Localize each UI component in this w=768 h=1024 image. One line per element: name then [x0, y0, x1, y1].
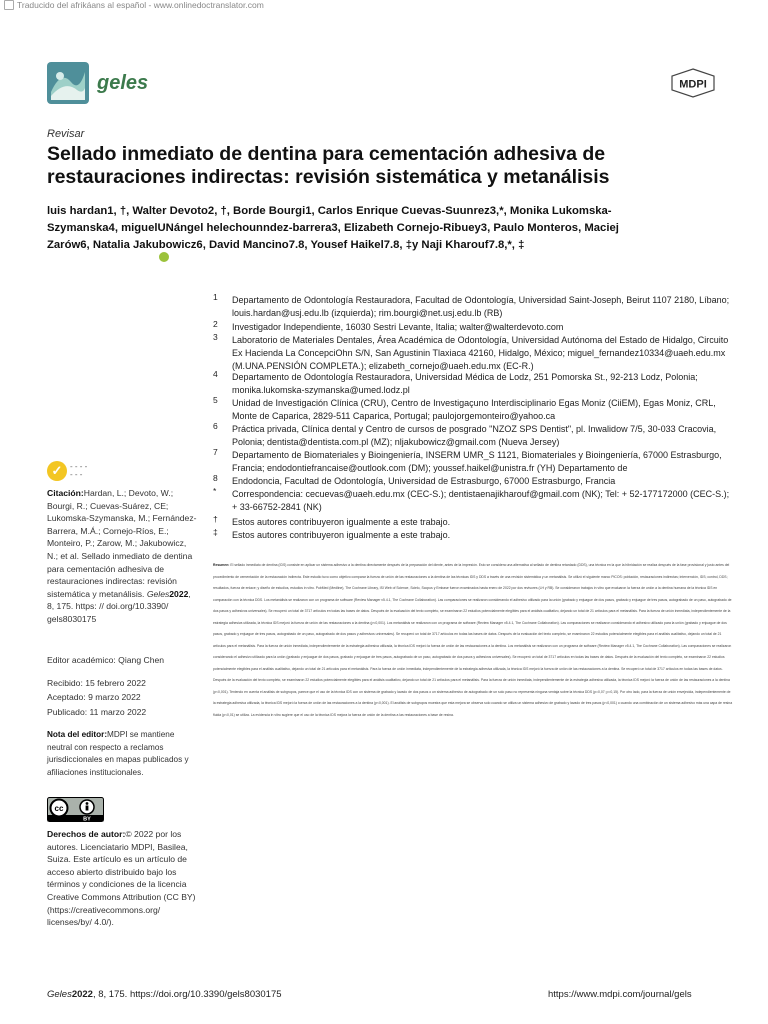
- journal-logo: [47, 62, 148, 104]
- check-updates-badge[interactable]: ✓ - - - - - - -: [47, 461, 87, 481]
- affiliation-3: 3 Laboratorio de Materiales Dentales, Área Académica de Odontología, Universidad Autónoma del Estado de Hidalgo, Circuito Ex Hacienda La ConcepciOhn S/N, San Agustinin Tlaxiaca 42160, Hidalgo, México; miguel_fernandez10334@uaeh.edu.mx (M.UNA.PENSIÓN COMPLETA.); elizabeth_cornejo@uaeh.edu.mx (EC-R.): [213, 332, 729, 371]
- affiliation-4: 4 Departamento de Odontología Restauradora, Universidad Médica de Lodz, 251 Pomorska St., 92-213 Lodz, Polonia; monika.lukomska-szymanska@umed.lodz.pl: [213, 369, 698, 395]
- affiliation-1: 1 Departamento de Odontología Restauradora, Facultad de Odontología, Universidad Saint-Joseph, Beirut 1107 2180, Líbano; louis.hardan@usj.edu.lb (izquierda); rim.bourgi@net.usj.edu.lb (RB): [213, 292, 730, 318]
- check-updates-icon: ✓: [47, 461, 67, 481]
- abstract-text: El sellado inmediato de dentina (IDS) consiste en aplicar un sistema adhesivo a la dentina directamente después de la preparación del diente, antes de la impresión. Esto se considera una alternativa al sellado de dentina retardado (DDS), una técnica en la que la hibridación se realiza después de la fase provisional y justo antes del procedimiento de cementación de la restauración indirecta. Este estudio tuvo como objetivo comparar la fuerza de unión de las restauraciones a la dentina de las técnicas IDS y DDS a través de una revisión sistemática y un metanálisis. Se utilizó el siguiente marco PICOS: población, restauraciones indirectas; intervención, IDS; control, DDS; resultados, fuerza de enlace; y diseño de estudios, estudios in vitro. PubMed (Medline), The Cochrane Library, ISI Web of Science, Scielo, Scopus y Embase fueron examinados hasta enero de 2022 por dos revisores (LH y RB). Se consideraron trabajos in vitro que evaluaron la fuerza de unión a la dentina humana de la técnica IDS en comparación con la técnica DDS. Los metanálisis se realizaron con un programa de software (Review Manager v5.4.1, The Cochrane Collaboration). Las comparaciones se realizaron considerando el adhesivo utilizado para la unión (grabado y enjuague de dos pasos, grabado y enjuague de tres pasos, autograbado de un paso, autograbado de dos pasos y adhesivos universales). Se recuperó un total de 3717 artículos en todas las bases de datos. Después de la evaluación del texto completo, se examinaron 22 estudios potencialmente elegibles para el análisis cualitativo, dejando un total de 21 artículos para el metanálisis. Para la fuerza de unión inmediata, independientemente de la estrategia adhesiva utilizada, la técnica IDS mejoró la fuerza de unión de las restauraciones a la dentina (p<0,001). Los metanálisis se realizaron con un programa de software (Review Manager v5.4.1, The Cochrane Collaboration). Las comparaciones se realizaron considerando el adhesivo utilizado para la unión (grabado y enjuague de dos pasos, grabado y enjuague de tres pasos, autograbado de un paso, autograbado de dos pasos y adhesivos universales). Se recuperó un total de 3717 artículos en todas las bases de datos. Después de la evaluación del texto completo, se examinaron 22 estudios potencialmente elegibles para el análisis cualitativo, dejando un total de 21 artículos para el metanálisis. Para la fuerza de unión inmediata, independientemente de la estrategia adhesiva utilizada, la técnica IDS mejoró la fuerza de unión de las restauraciones a la dentina. Los metanálisis se realizaron con un programa de software (Review Manager v5.4.1, The Cochrane Collaboration). Las comparaciones se realizaron considerando el adhesivo utilizado para la unión (grabado y enjuague de dos pasos, grabado y enjuague de tres pasos, autograbado de un paso, autograbado de dos pasos y adhesivos universales). Se recuperó un total de 3717 artículos en todas las bases de datos. Después de la evaluación del texto completo, se examinaron 22 estudios potencialmente elegibles para el análisis cualitativo, dejando un total de 21 artículos para el metanálisis. Para la fuerza de unión inmediata, independientemente de la estrategia adhesiva utilizada, la técnica IDS mejoró la fuerza de unión de las restauraciones a la dentina. Se recuperó un total de 3717 artículos en todas las bases de datos. Después de la evaluación del texto completo, se examinaron 22 estudios potencialmente elegibles para el análisis cualitativo, dejando un total de 21 artículos para el metanálisis. Para la fuerza de unión inmediata, independientemente de la estrategia adhesiva utilizada, la técnica IDS mejoró la fuerza de unión de las restauraciones a la dentina (p<0,001). Teniendo en cuenta el análisis de subgrupos, parece que el uso de la técnica IDS con un sistema de grabado y lavado de dos pasos o un sistema adhesivo de autograbado de un solo paso no representa ninguna ventaja sobre la técnica DDS (p=0,07; p=0,15). Por otro lado, para la fuerza de unión envejecida, independientemente de la estrategia adhesiva utilizada, la técnica IDS mejoró la fuerza de unión de las restauraciones a la dentina (p<0,001). El análisis de subgrupos muestra que esta mejora se observa solo cuando se utiliza un sistema adhesivo de grabado y lavado de tres pasos (p<0,001) o cuando una combinación de un sistema adhesivo más una capa de resina fluida (p<0,01) se utiliza. La evidencia in vitro sugiere que el uso de la técnica IDS mejora la fuerza de unión de la dentina a las restauraciones a base de resina.: [213, 563, 733, 717]
- correspondence: * Correspondencia: cecuevas@uaeh.edu.mx (CEC-S.); dentistaenajikharouf@gmail.com (NK); Tel: + 52-177172000 (CEC-S.); + 33-66752-2841 (NK): [213, 486, 730, 512]
- translate-icon: [4, 0, 14, 10]
- equal-contribution-note-1: † Estos autores contribuyeron igualmente a este trabajo.: [213, 514, 451, 527]
- geles-logo-icon: [47, 62, 89, 104]
- journal-name: geles: [97, 71, 149, 94]
- citation-block: Citación:Hardan, L.; Devoto, W.; Bourgi, R.; Cuevas-Suárez, CE; Lukomska-Szymanska, M.; Fernández-Barrera, M.Á.; Cornejo-Ríos, E.; Monteiro, P.; Zarow, M.; Jakubowicz, N.; et al. Sellado inmediato de dentina para cementación adhesiva de restauraciones indirectas: revisión sistemática y metanálisis. Geles2022, 8, 175. https: // doi.org/10.3390/ gels8030175: [47, 488, 197, 624]
- accepted-date: Aceptado: 9 marzo 2022: [47, 692, 141, 702]
- copyright-block: Derechos de autor:© 2022 por los autores. Licenciatario MDPI, Basilea, Suiza. Este artículo es un artículo de acceso abierto distribuido bajo los términos y condiciones de la licencia Creative Commons Attribution (CC BY) (https://creativecommons.org/ licenses/by/ 4.0/).: [47, 829, 196, 928]
- cc-by-license-icon[interactable]: [47, 797, 104, 822]
- published-date: Publicado: 11 marzo 2022: [47, 707, 147, 717]
- affiliation-7: 7 Departamento de Biomateriales y Bioingeniería, INSERM UMR_S 1121, Biomateriales y Bioingeniería, 67000 Estrasburgo, Francia; endodontiefrancaise@outlook.com (DM); youssef.haikel@unistra.fr (YH) Departamento de: [213, 447, 722, 473]
- abstract-label: Resumen:: [213, 563, 230, 567]
- received-date: Recibido: 15 febrero 2022: [47, 678, 146, 688]
- publisher-name: MDPI: [679, 78, 707, 91]
- publisher-note: Nota del editor:MDPI se mantiene neutral con respecto a reclamos jurisdiccionales en mapas publicados y afiliaciones institucionales.: [47, 730, 189, 777]
- translation-banner-text: Traducido del afrikáans al español - www.onlinedoctranslator.com: [17, 0, 264, 10]
- orcid-icon[interactable]: [159, 252, 169, 262]
- author-line-3: Zarów6, Natalia Jakubowicz6, David Mancino7.8, Yousef Haikel7.8, ‡y Naji Kharouf7.8,*, ‡: [47, 239, 525, 251]
- abstract: [213, 560, 733, 721]
- affiliation-6: 6 Práctica privada, Clínica dental y Centro de cursos de posgrado "NZOZ SPS Dentist", pl. Inwalidow 7/5, 30-033 Cracovia, Polonia; dentista@dentista.com.pl (MZ); nljakubowicz@gmail.com (Nueva Jersey): [213, 421, 717, 447]
- article-title: Sellado inmediato de dentina para cementación adhesiva de restauraciones indirectas: revisión sistemática y metanálisis: [47, 143, 610, 188]
- footer-journal-url[interactable]: https://www.mdpi.com/journal/gels: [548, 989, 692, 1000]
- footer-citation: Geles2022, 8, 175. https://doi.org/10.3390/gels8030175: [47, 989, 282, 1000]
- translation-banner[interactable]: [4, 0, 264, 10]
- affiliation-2: 2 Investigador Independiente, 16030 Sestri Levante, Italia; walter@walterdevoto.com: [213, 319, 564, 332]
- svg-text:BY: BY: [83, 816, 91, 822]
- affiliation-5: 5 Unidad de Investigación Clínica (CRU), Centro de Investigaçuno Interdisciplinario Egas Moniz (CiiEM), Egas Moniz, CRL, Monte de Caparica, 2829-511 Caparica, Portugal; paulojorgemonteiro@yahoo.ca: [213, 395, 716, 421]
- equal-contribution-note-2: ‡ Estos autores contribuyeron igualmente a este trabajo.: [213, 527, 451, 540]
- mdpi-logo-icon: [668, 68, 718, 98]
- author-line-1: luis hardan1, †, Walter Devoto2, †, Borde Bourgi1, Carlos Enrique Cuevas-Suunrez3,*, Monika Lukomska-: [47, 205, 612, 217]
- svg-text:cc: cc: [54, 804, 64, 813]
- author-line-2: Szymanska4, miguelUNángel helechounndez-barrera3, Elizabeth Cornejo-Ribuey3, Paulo Monteros, Maciej: [47, 222, 619, 234]
- author-list: [47, 203, 737, 254]
- academic-editor: Editor académico: Qiang Chen: [47, 655, 165, 665]
- article-type: Revisar: [47, 128, 85, 140]
- affiliation-8: 8 Endodoncia, Facultad de Odontología, Universidad de Estrasburgo, 67000 Estrasburgo, Francia: [213, 473, 616, 486]
